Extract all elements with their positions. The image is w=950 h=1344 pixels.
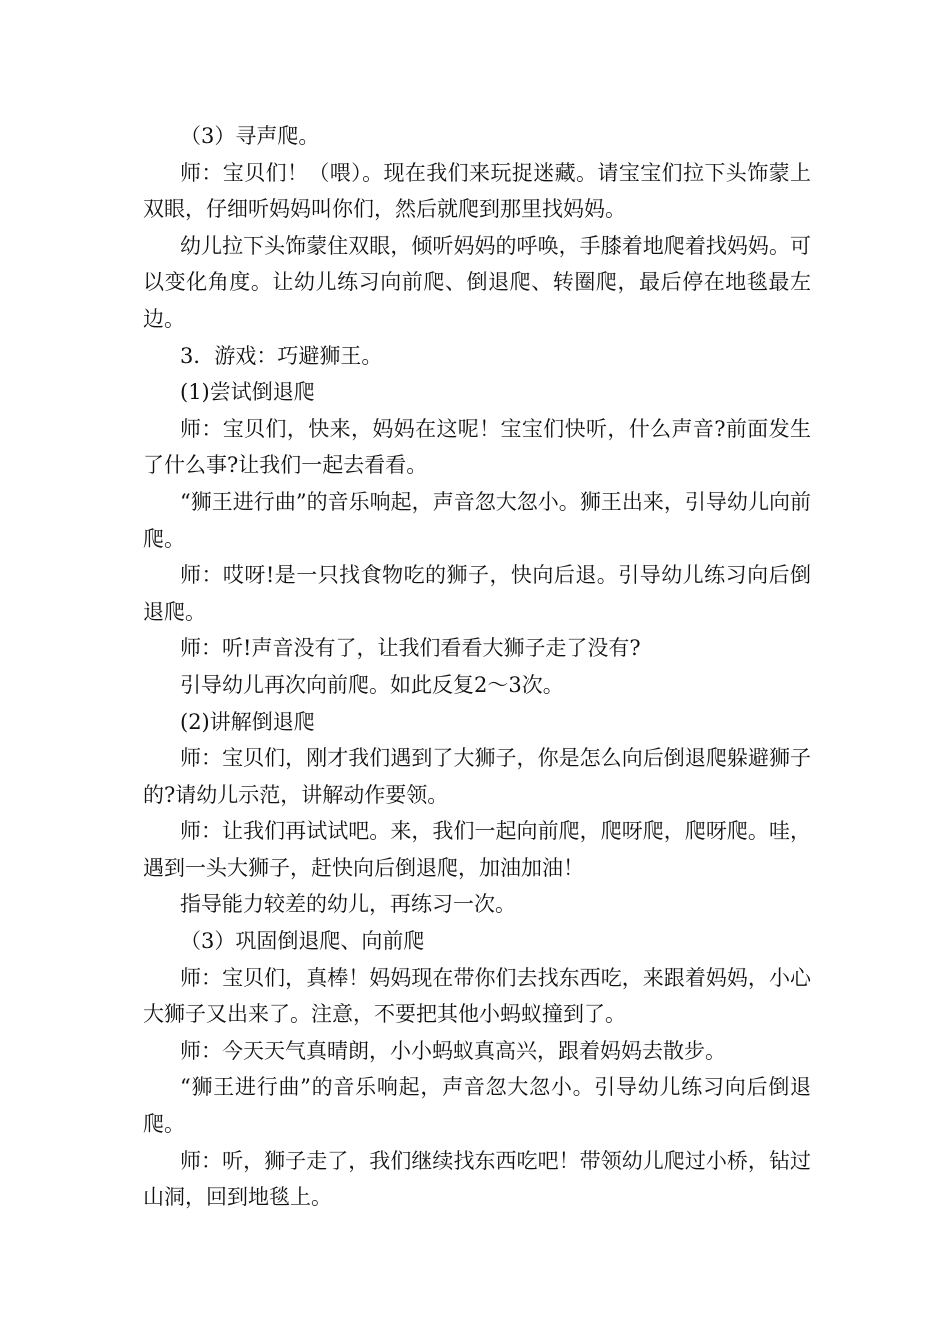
paragraph: “狮王进行曲”的音乐响起，声音忽大忽小。引导幼儿练习向后倒退爬。 bbox=[143, 1075, 811, 1137]
paragraph: 师：让我们再试试吧。来，我们一起向前爬，爬呀爬，爬呀爬。哇，遇到一头大狮子，赶快向后倒退爬，加油加油！ bbox=[143, 819, 811, 880]
paragraph: 引导幼儿再次向前爬。如此反复2～3次。 bbox=[180, 672, 564, 697]
paragraph-game-heading: 3．游戏：巧避狮王。 bbox=[180, 343, 383, 368]
paragraph: 师：听!声音没有了，让我们看看大狮子走了没有? bbox=[180, 636, 641, 661]
paragraph: 师：宝贝们，刚才我们遇到了大狮子，你是怎么向后倒退爬躲避狮子的?请幼儿示范，讲解动作要领。 bbox=[143, 746, 811, 807]
paragraph: 师：哎呀!是一只找食物吃的狮子，快向后退。引导幼儿练习向后倒退爬。 bbox=[143, 563, 811, 624]
paragraph: 师：听，狮子走了，我们继续找东西吃吧！带领幼儿爬过小桥，钻过山洞，回到地毯上。 bbox=[143, 1148, 811, 1210]
paragraph: 师：宝贝们，快来，妈妈在这呢！宝宝们快听，什么声音?前面发生了什么事?让我们一起去看看。 bbox=[143, 416, 811, 478]
paragraph-subheading: (1)尝试倒退爬 bbox=[180, 380, 315, 405]
paragraph-section-3-heading: （3）寻声爬。 bbox=[180, 124, 320, 148]
paragraph: 幼儿拉下头饰蒙住双眼，倾听妈妈的呼唤，手膝着地爬着找妈妈。可以变化角度。让幼儿练习向前爬、倒退爬、转圈爬，最后停在地毯最左边。 bbox=[143, 233, 811, 331]
paragraph: “狮王进行曲”的音乐响起，声音忽大忽小。狮王出来，引导幼儿向前爬。 bbox=[143, 489, 811, 551]
paragraph-subheading: (2)讲解倒退爬 bbox=[180, 709, 315, 734]
paragraph: 师：宝贝们！（喂）。现在我们来玩捉迷藏。请宝宝们拉下头饰蒙上双眼，仔细听妈妈叫你们，然后就爬到那里找妈妈。 bbox=[143, 160, 811, 222]
paragraph: 师：今天天气真晴朗，小小蚂蚁真高兴，跟着妈妈去散步。 bbox=[180, 1038, 726, 1063]
document-body bbox=[143, 118, 811, 1216]
paragraph-subheading: （3）巩固倒退爬、向前爬 bbox=[180, 929, 425, 954]
paragraph: 师：宝贝们，真棒！妈妈现在带你们去找东西吃，来跟着妈妈，小心大狮子又出来了。注意，不要把其他小蚂蚁撞到了。 bbox=[143, 965, 811, 1027]
paragraph: 指导能力较差的幼儿，再练习一次。 bbox=[180, 892, 516, 917]
